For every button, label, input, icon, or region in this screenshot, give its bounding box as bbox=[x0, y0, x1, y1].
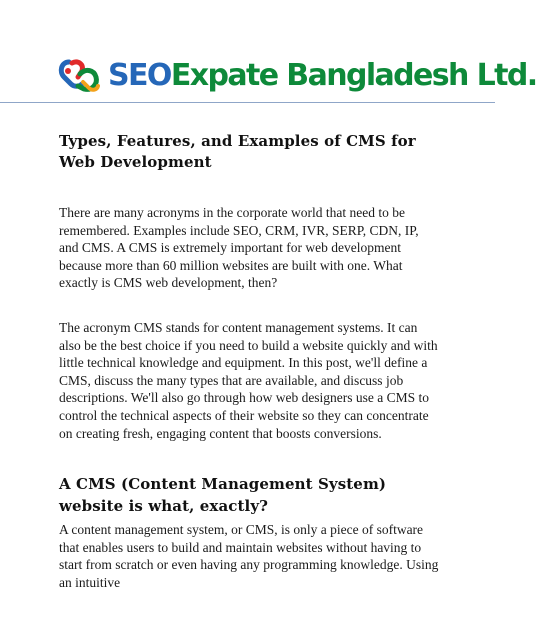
logo-seo-text: SEO bbox=[108, 58, 171, 93]
header-divider bbox=[0, 102, 495, 103]
colored-chain-link-logo-icon bbox=[56, 58, 106, 94]
document-header bbox=[0, 0, 537, 106]
intro-paragraph: There are many acronyms in the corporate world that need to be remembered. Examples include SEO, CRM, IVR, SERP, CDN, IP, and CMS. A CMS is extremely important for web development because more than 60 million websites are built with one. What exactly is CMS web development, then? bbox=[59, 205, 419, 291]
section-paragraph: A content management system, or CMS, is only a piece of software that enables users to build and maintain websites without having to start from scratch or even having any programming knowledge. Using an intuitive bbox=[59, 522, 439, 590]
section-heading: A CMS (Content Management System) website is what, exactly? bbox=[59, 475, 387, 515]
company-logo-text bbox=[108, 57, 537, 95]
cms-definition-paragraph: The acronym CMS stands for content management systems. It can also be the best choice if you need to build a website quickly and with little technical knowledge and equipment. In this post, we'll define a CMS, discuss the many types that are available, and discuss job descriptions. We'll also go through how web designers use a CMS to control the technical aspects of their website so they can concentrate on creating fresh, engaging content that boosts conversions. bbox=[59, 320, 438, 441]
logo-company-name: Expate Bangladesh Ltd. bbox=[170, 58, 537, 93]
document-title: Types, Features, and Examples of CMS for Web Development bbox=[59, 132, 416, 171]
